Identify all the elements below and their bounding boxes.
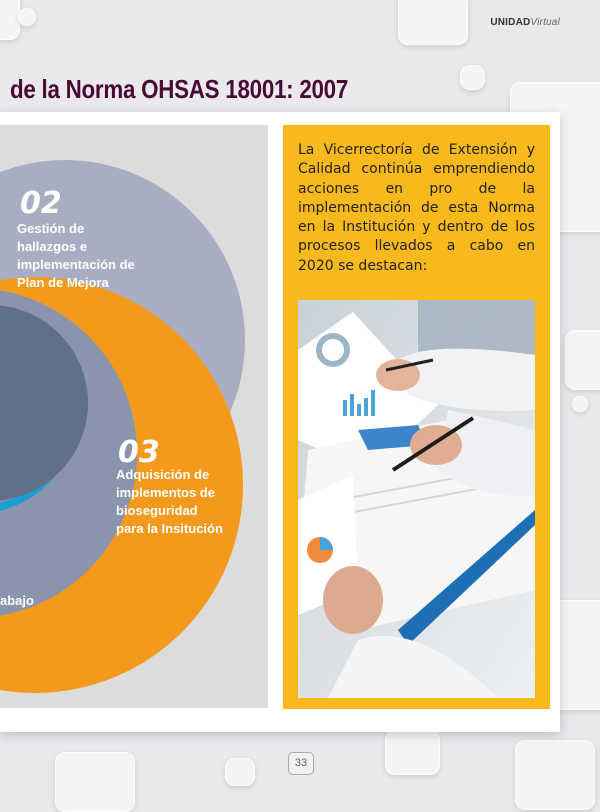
page-title: de la Norma OHSAS 18001: 2007: [10, 74, 349, 104]
background-tile: [0, 0, 20, 40]
process-diagram: [0, 125, 268, 708]
item-03-number: 03: [118, 435, 160, 470]
background-tile: [572, 396, 588, 412]
background-tile: [225, 758, 255, 786]
item-02-number: 02: [20, 186, 62, 221]
background-tile: [55, 752, 135, 812]
item-03-label: Adquisición de implementos de bioseguridad para la Insitución: [116, 467, 223, 536]
intro-paragraph: La Vicerrectoría de Extensión y Calidad continúa emprendiendo acciones en pro de la implementación de esta Norma en la Institución y dentro de los procesos llevados a cabo en 2020 se destacan:: [298, 142, 535, 274]
info-box: [283, 125, 550, 709]
background-tile: [565, 330, 600, 390]
business-documents-photo: [298, 300, 535, 698]
background-tile: [460, 65, 485, 90]
item-01-label: abajo: [0, 593, 34, 608]
background-tile: [18, 8, 36, 26]
page-number: 33: [288, 752, 314, 775]
brand-logo: UNIDADVirtual: [490, 17, 560, 28]
photo-illustration: [298, 300, 535, 698]
item-02-label: Gestión de hallazgos e implementación de Plan de Mejora: [17, 221, 135, 290]
background-tile: [385, 730, 440, 775]
background-tile: [398, 0, 468, 45]
